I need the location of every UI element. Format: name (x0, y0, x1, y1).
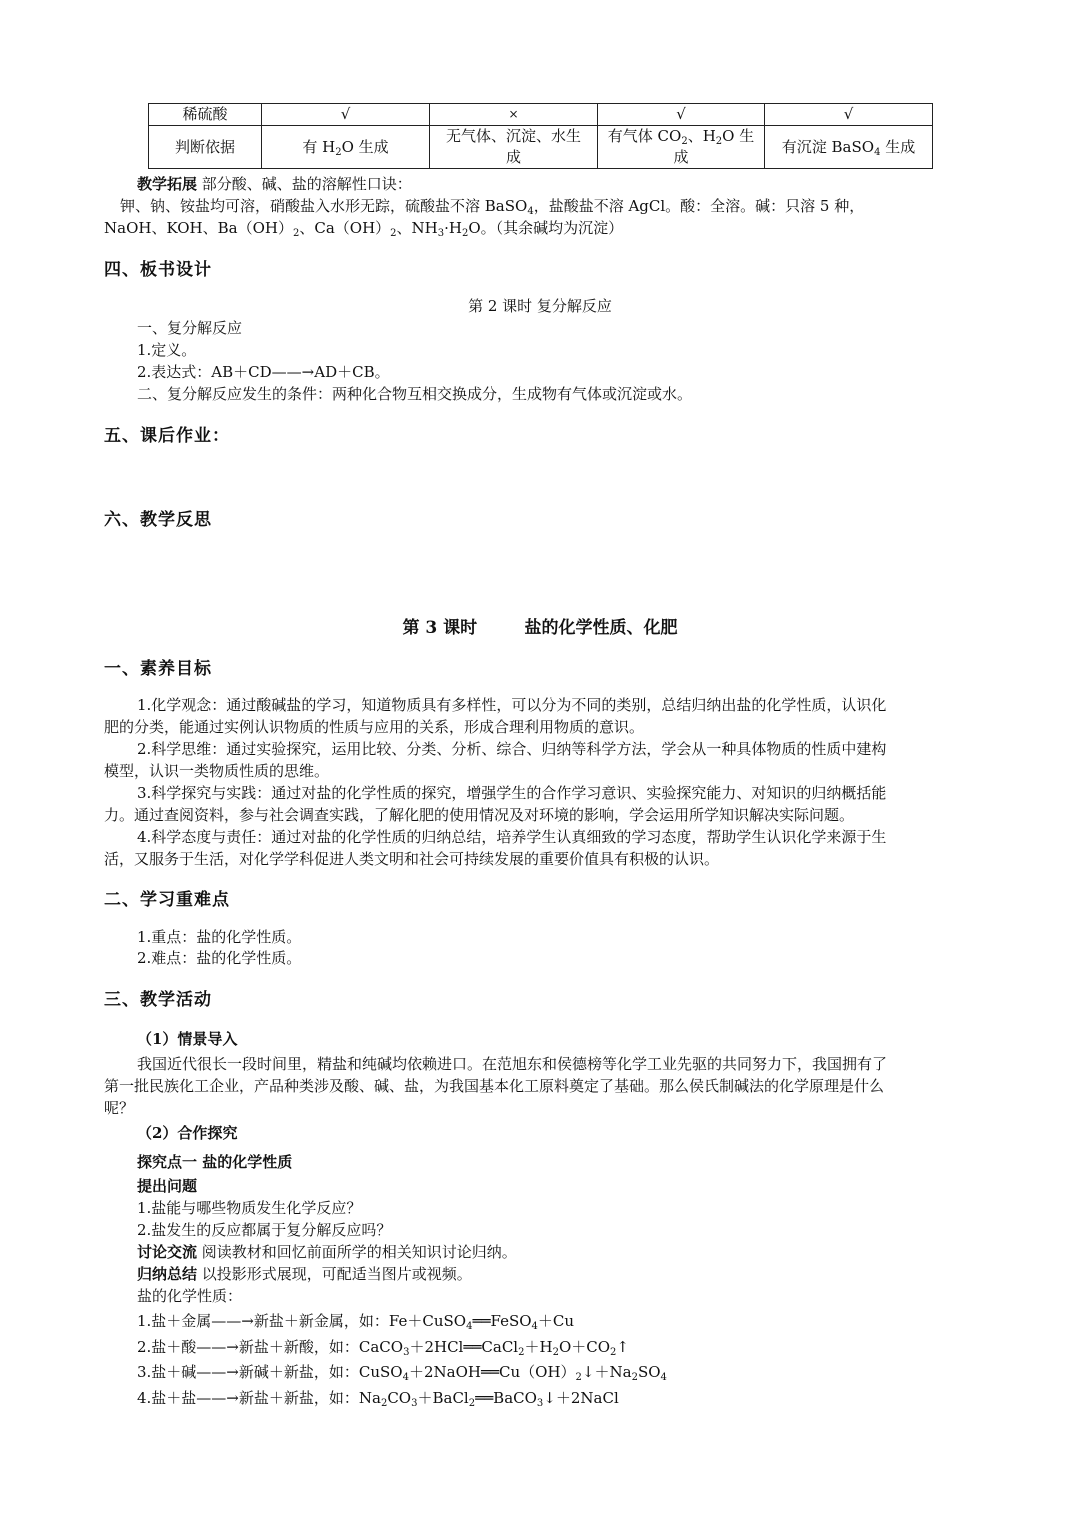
table-cell: 判断依据 (149, 126, 262, 169)
section-heading: 一、素养目标 (104, 659, 212, 679)
table-cell: 有 $H_2O$ 生成 (262, 126, 430, 169)
section-heading: 四、板书设计 (104, 260, 212, 280)
board-line: 1.定义。 (137, 341, 197, 359)
summary-line: 归纳总结 以投影形式展现，可配适当图片或视频。 (137, 1265, 472, 1283)
paragraph-line: 呢？ (104, 1099, 135, 1117)
subsection-heading: （1）情景导入 (137, 1030, 238, 1048)
equation-line: 2.盐＋酸——→新盐＋新酸，如：$CaCO_3+2HCl══CaCl_2+H_2O+CO_2↑$ (137, 1338, 629, 1358)
paragraph-line: 第一批民族化工企业，产品种类涉及酸、碱、盐，为我国基本化工原料奠定了基础。那么侯氏制碱法的化学原理是什么 (104, 1077, 885, 1095)
check-mark: √ (262, 104, 430, 126)
table-cell: 有气体 $CO_2$、$H_2O$ 生 成 (598, 126, 765, 169)
paragraph-line: 活，又服务于生活，对化学学科促进人类文明和社会可持续发展的重要价值具有积极的认识。 (104, 850, 720, 868)
subsection-heading: （2）合作探究 (137, 1124, 238, 1142)
paragraph-line: 我国近代很长一段时间里，精盐和纯碱均依赖进口。在范旭东和侯德榜等化学工业先驱的共同努力下，我国拥有了 (137, 1055, 888, 1073)
table-cell: 稀硫酸 (149, 104, 262, 126)
equation-line: 3.盐＋碱——→新碱＋新盐，如：$CuSO_4+2NaOH══Cu(OH)_2↓+Na_2SO_4$ (137, 1363, 667, 1383)
extension-line: 钾、钠、铵盐均可溶，硝酸盐入水形无踪，硫酸盐不溶 BaSO$_4$，盐酸盐不溶 AgCl。酸：全溶。碱：只溶 5 种， (120, 197, 865, 217)
table-row (149, 104, 933, 126)
question-line: 1.盐能与哪些物质发生化学反应？ (137, 1199, 362, 1217)
board-title: 第 2 课时 复分解反应 (468, 297, 612, 315)
paragraph-line: 1.化学观念：通过酸碱盐的学习，知道物质具有多样性，可以分为不同的类别，总结归纳出盐的化学性质，认识化 (137, 696, 887, 714)
equation-line: 4.盐＋盐——→新盐＋新盐，如：$Na_2CO_3+BaCl_2══BaCO_3↓+2NaCl$ (137, 1389, 619, 1409)
paragraph-line: 4.科学态度与责任：通过对盐的化学性质的归纳总结，培养学生认真细致的学习态度，帮助学生认识化学来源于生 (137, 828, 887, 846)
reaction-judgement-table (148, 103, 933, 169)
table-row (149, 126, 933, 169)
check-mark: √ (598, 104, 765, 126)
table-cell: 有沉淀 BaSO$_4$ 生成 (765, 126, 933, 169)
board-line: 2.表达式：AB＋CD——→AD＋CB。 (137, 363, 390, 381)
section-heading: 五、课后作业： (104, 426, 230, 446)
check-mark: √ (765, 104, 933, 126)
board-line: 一、复分解反应 (137, 319, 243, 337)
difficult-point: 2.难点：盐的化学性质。 (137, 949, 302, 967)
section-heading: 三、教学活动 (104, 990, 212, 1010)
extension-intro: 教学拓展 部分酸、碱、盐的溶解性口诀： (137, 175, 412, 193)
discuss-line: 讨论交流 阅读教材和回忆前面所学的相关知识讨论归纳。 (137, 1243, 517, 1261)
section-heading: 二、学习重难点 (104, 890, 230, 910)
paragraph-line: 肥的分类，能通过实例认识物质的性质与应用的关系，形成合理利用物质的意识。 (104, 718, 645, 736)
explore-title: 探究点一 盐的化学性质 (137, 1153, 293, 1171)
board-line: 二、复分解反应发生的条件：两种化合物互相交换成分，生成物有气体或沉淀或水。 (137, 385, 693, 403)
extension-line: NaOH、KOH、$Ba(OH)_2$、$Ca(OH)_2$、$NH_3\cdot H_2O$。（其余碱均为沉淀） (104, 219, 624, 239)
cross-mark: × (430, 104, 598, 126)
paragraph-line: 力。通过查阅资料，参与社会调查实践，了解化肥的使用情况及对环境的影响，学会运用所学知识解决实际问题。 (104, 806, 855, 824)
key-point: 1.重点：盐的化学性质。 (137, 928, 302, 946)
question-line: 2.盐发生的反应都属于复分解反应吗？ (137, 1221, 392, 1239)
paragraph-line: 3.科学探究与实践：通过对盐的化学性质的探究，增强学生的合作学习意识、实验探究能力、对知识的归纳概括能 (137, 784, 887, 802)
section-heading: 六、教学反思 (104, 510, 212, 530)
paragraph-line: 模型，认识一类物质性质的思维。 (104, 762, 330, 780)
paragraph-line: 2.科学思维：通过实验探究，运用比较、分类、分析、综合、归纳等科学方法，学会从一种具体物质的性质中建构 (137, 740, 887, 758)
table-cell: 无气体、沉淀、水生 成 (430, 126, 598, 169)
equation-line: 1.盐＋金属——→新盐＋新金属，如：Fe＋CuSO$_4$══FeSO$_4$＋Cu (137, 1312, 575, 1332)
lesson-title: 第 3 课时 盐的化学性质、化肥 (402, 618, 678, 638)
ask-label: 提出问题 (137, 1177, 198, 1195)
props-title: 盐的化学性质： (137, 1287, 243, 1305)
